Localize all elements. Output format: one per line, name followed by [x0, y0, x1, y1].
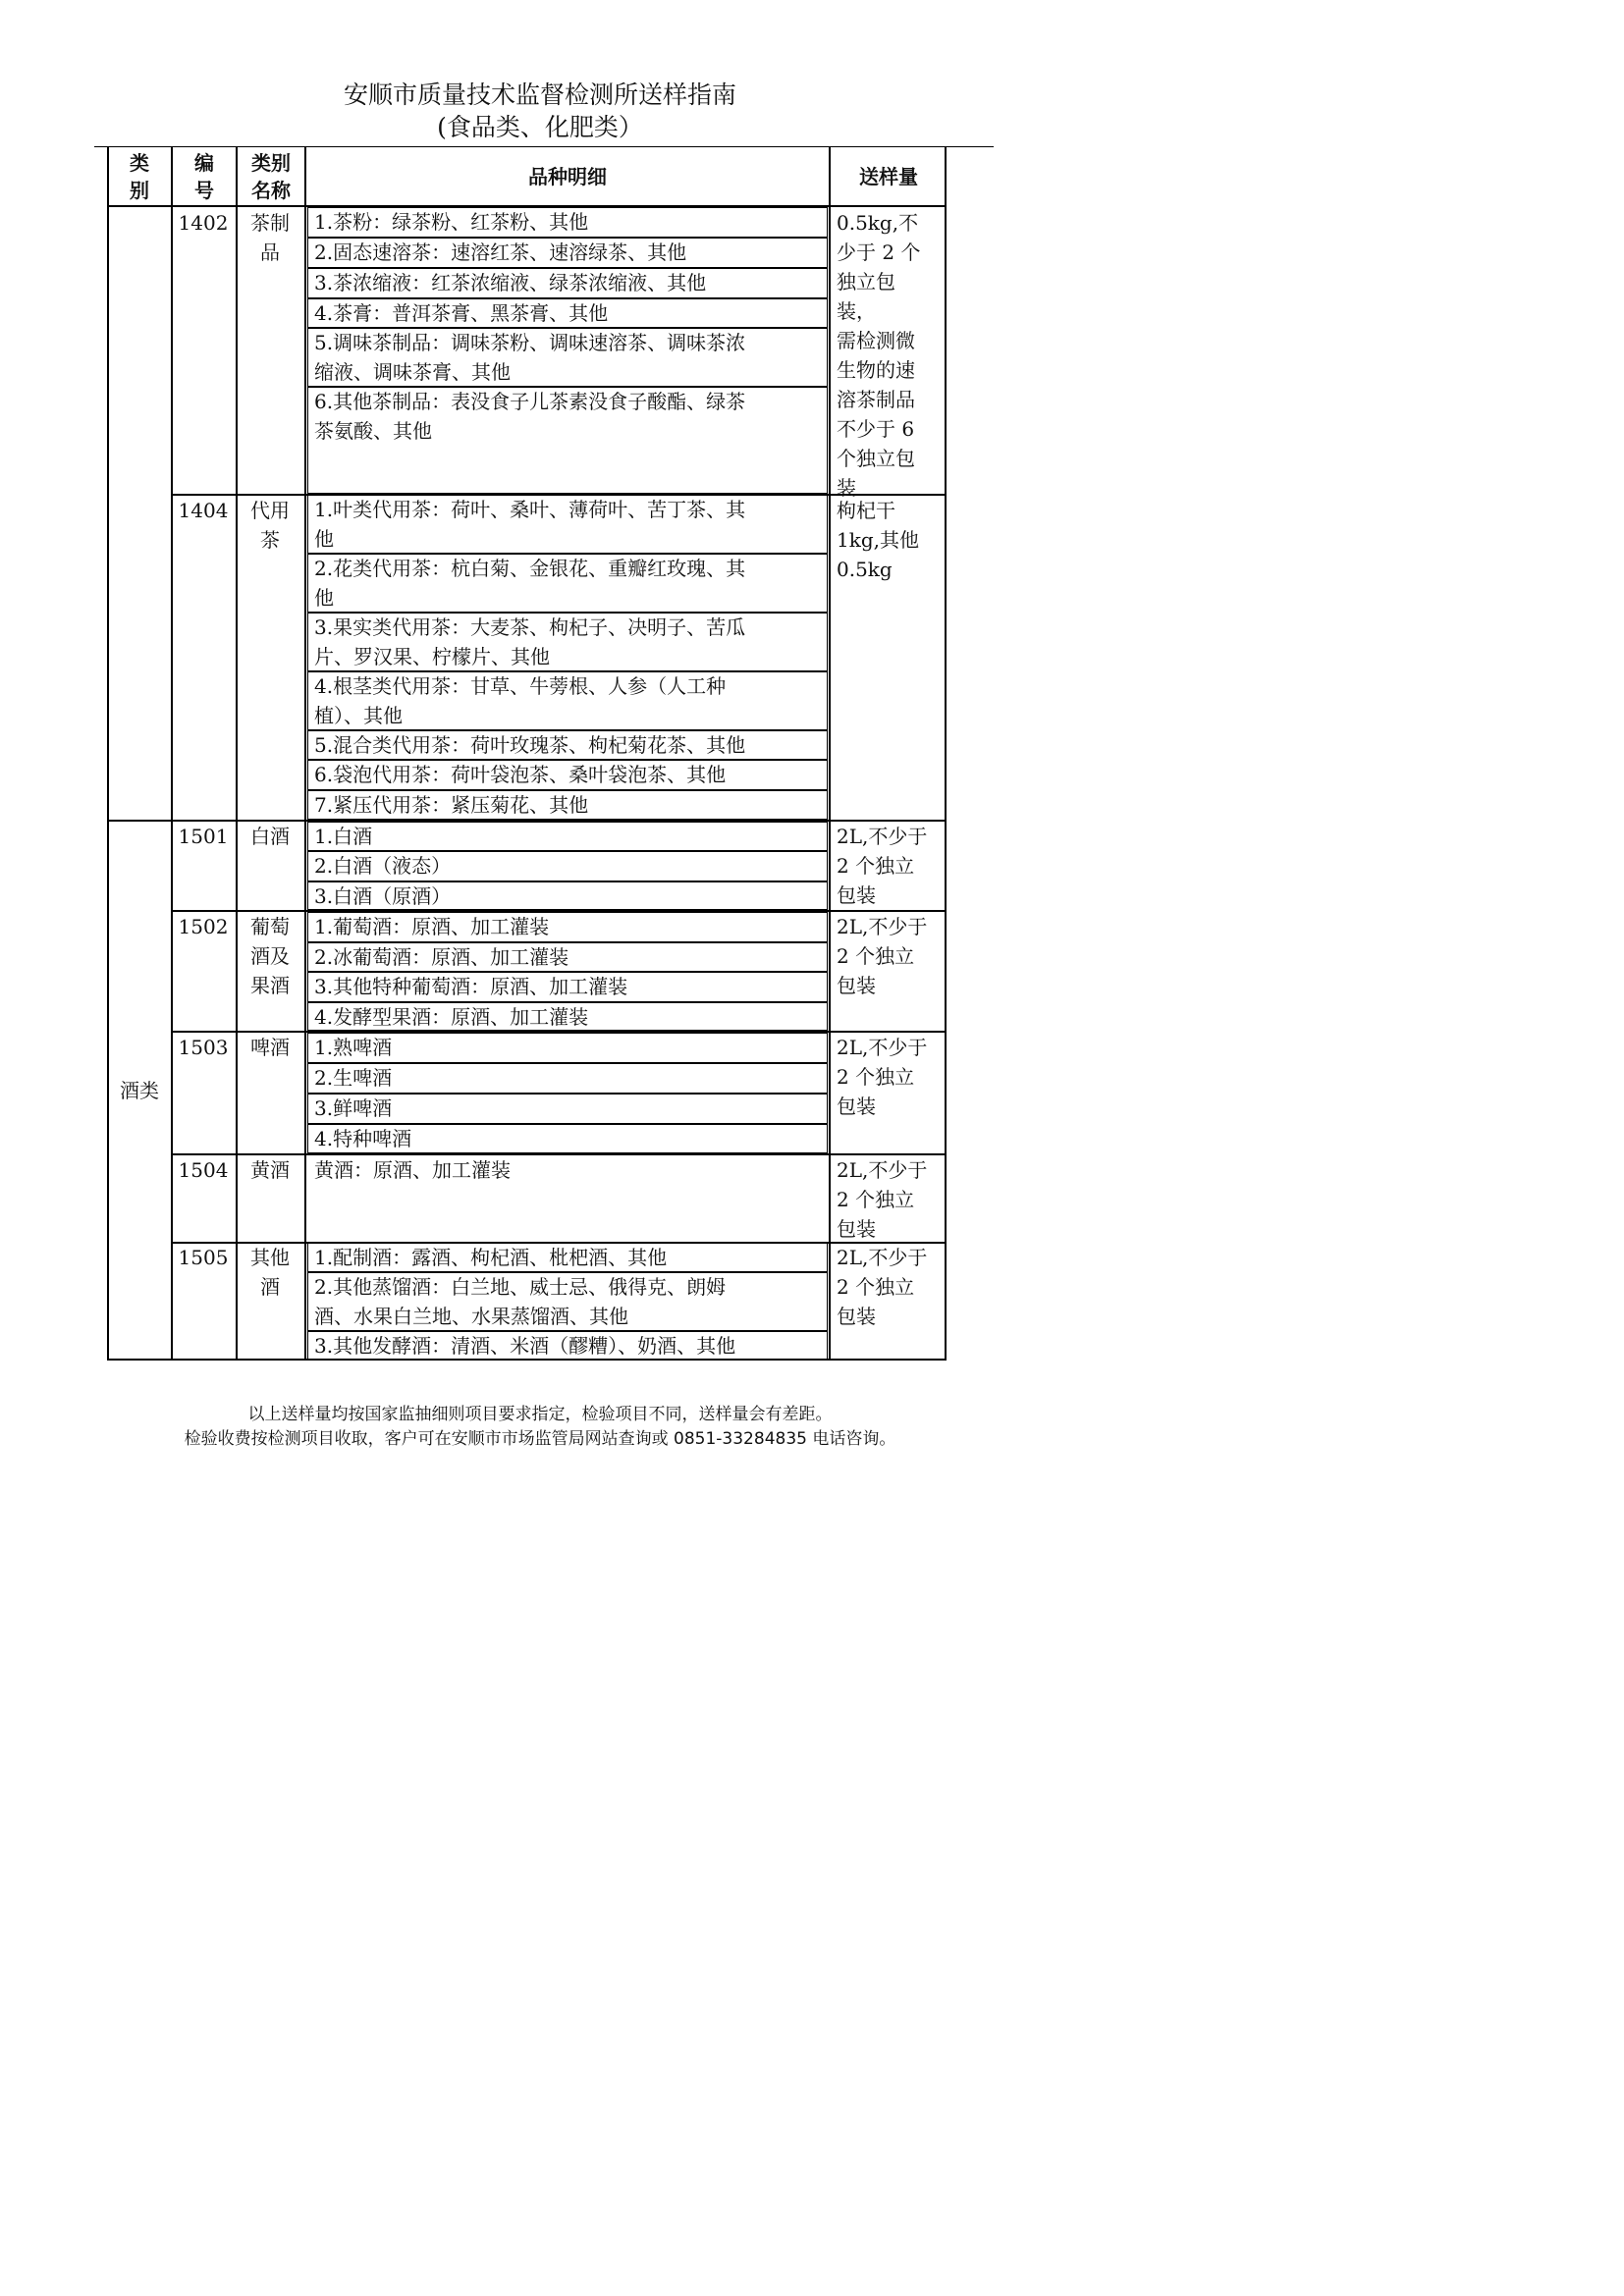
- quantity-1505: 2L,不少于 2 个独立 包装: [837, 1246, 928, 1328]
- page-title: 安顺市质量技术监督检测所送样指南: [343, 80, 736, 109]
- name-beer: 啤酒: [250, 1036, 290, 1059]
- item-text: 4.特种啤酒: [314, 1127, 412, 1150]
- footer-note-2: 检验收费按检测项目收取，客户可在安顺市市场监管局网站查询或 0851-33284835 电话咨询。: [184, 1429, 896, 1449]
- item-text: 1.配制酒：露酒、枸杞酒、枇杷酒、其他: [314, 1246, 668, 1269]
- header-name: 类别 名称: [251, 151, 291, 202]
- code-1505: 1505: [178, 1246, 229, 1269]
- code-1501: 1501: [178, 825, 229, 848]
- name-substitute-tea: 代用 茶: [250, 499, 290, 552]
- name-huangjiu: 黄酒: [250, 1158, 290, 1182]
- item-text: 1.叶类代用茶：荷叶、桑叶、薄荷叶、苦丁茶、其 他: [314, 498, 746, 551]
- footer-note-1: 以上送样量均按国家监抽细则项目要求指定，检验项目不同，送样量会有差距。: [247, 1405, 833, 1424]
- quantity-1504: 2L,不少于 2 个独立 包装: [837, 1158, 928, 1241]
- item-text: 3.白酒（原酒）: [314, 884, 452, 908]
- col-divider: [304, 147, 306, 1361]
- item-text: 1.葡萄酒：原酒、加工灌装: [314, 915, 550, 938]
- code-1402: 1402: [178, 211, 229, 235]
- item-text: 4.发酵型果酒：原酒、加工灌装: [314, 1005, 589, 1029]
- name-other-liquor: 其他 酒: [250, 1246, 290, 1299]
- header-category: 类 别: [130, 151, 149, 202]
- code-1504: 1504: [178, 1158, 229, 1182]
- item-text: 1.白酒: [314, 825, 373, 848]
- code-1503: 1503: [178, 1036, 229, 1059]
- item-text: 3.其他发酵酒：清酒、米酒（醪糟）、奶酒、其他: [314, 1334, 736, 1358]
- item-text: 6.其他茶制品：表没食子儿茶素没食子酸酯、绿茶 茶氨酸、其他: [314, 390, 746, 443]
- page-subtitle: (食品类、化肥类）: [437, 113, 643, 141]
- item-text: 黄酒：原酒、加工灌装: [314, 1158, 511, 1182]
- item-text: 2.冰葡萄酒：原酒、加工灌装: [314, 945, 569, 969]
- name-baijiu: 白酒: [250, 825, 290, 848]
- header-code: 编 号: [194, 151, 214, 202]
- item-text: 3.果实类代用茶：大麦茶、枸杞子、决明子、苦瓜 片、罗汉果、柠檬片、其他: [314, 615, 746, 668]
- name-tea-products: 茶制 品: [250, 211, 290, 264]
- header-details: 品种明细: [528, 165, 607, 188]
- quantity-1402: 0.5kg,不 少于 2 个 独立包 装， 需检测微 生物的速 溶茶制品 不少于 6 个独立包 装: [837, 211, 921, 500]
- item-text: 4.根茎类代用茶：甘草、牛蒡根、人参（人工种 植）、其他: [314, 674, 727, 727]
- col-divider: [829, 147, 831, 1361]
- item-text: 3.其他特种葡萄酒：原酒、加工灌装: [314, 975, 628, 998]
- quantity-1501: 2L,不少于 2 个独立 包装: [837, 825, 928, 907]
- category-liquor: 酒类: [120, 1079, 159, 1102]
- item-text: 5.调味茶制品：调味茶粉、调味速溶茶、调味茶浓 缩液、调味茶膏、其他: [314, 331, 746, 384]
- quantity-1502: 2L,不少于 2 个独立 包装: [837, 915, 928, 997]
- item-text: 3.鲜啤酒: [314, 1096, 393, 1120]
- item-text: 2.花类代用茶：杭白菊、金银花、重瓣红玫瑰、其 他: [314, 557, 746, 610]
- item-text: 2.白酒（液态）: [314, 854, 452, 878]
- item-text: 1.熟啤酒: [314, 1036, 393, 1059]
- item-text: 3.茶浓缩液：红茶浓缩液、绿茶浓缩液、其他: [314, 271, 707, 294]
- code-1404: 1404: [178, 499, 229, 522]
- quantity-1503: 2L,不少于 2 个独立 包装: [837, 1036, 928, 1118]
- item-text: 2.固态速溶茶：速溶红茶、速溶绿茶、其他: [314, 240, 687, 264]
- header-quantity: 送样量: [859, 165, 918, 188]
- item-text: 5.混合类代用茶：荷叶玫瑰茶、枸杞菊花茶、其他: [314, 733, 746, 757]
- code-1502: 1502: [178, 915, 229, 938]
- item-text: 7.紧压代用茶：紧压菊花、其他: [314, 793, 589, 817]
- name-wine: 葡萄 酒及 果酒: [250, 915, 290, 997]
- item-text: 6.袋泡代用茶：荷叶袋泡茶、桑叶袋泡茶、其他: [314, 763, 727, 786]
- item-text: 2.其他蒸馏酒：白兰地、威士忌、俄得克、朗姆 酒、水果白兰地、水果蒸馏酒、其他: [314, 1275, 727, 1328]
- item-text: 1.茶粉：绿茶粉、红茶粉、其他: [314, 210, 589, 234]
- quantity-1404: 枸杞干 1kg,其他 0.5kg: [837, 499, 920, 581]
- item-text: 2.生啤酒: [314, 1066, 393, 1090]
- item-text: 4.茶膏：普洱茶膏、黑茶膏、其他: [314, 301, 609, 325]
